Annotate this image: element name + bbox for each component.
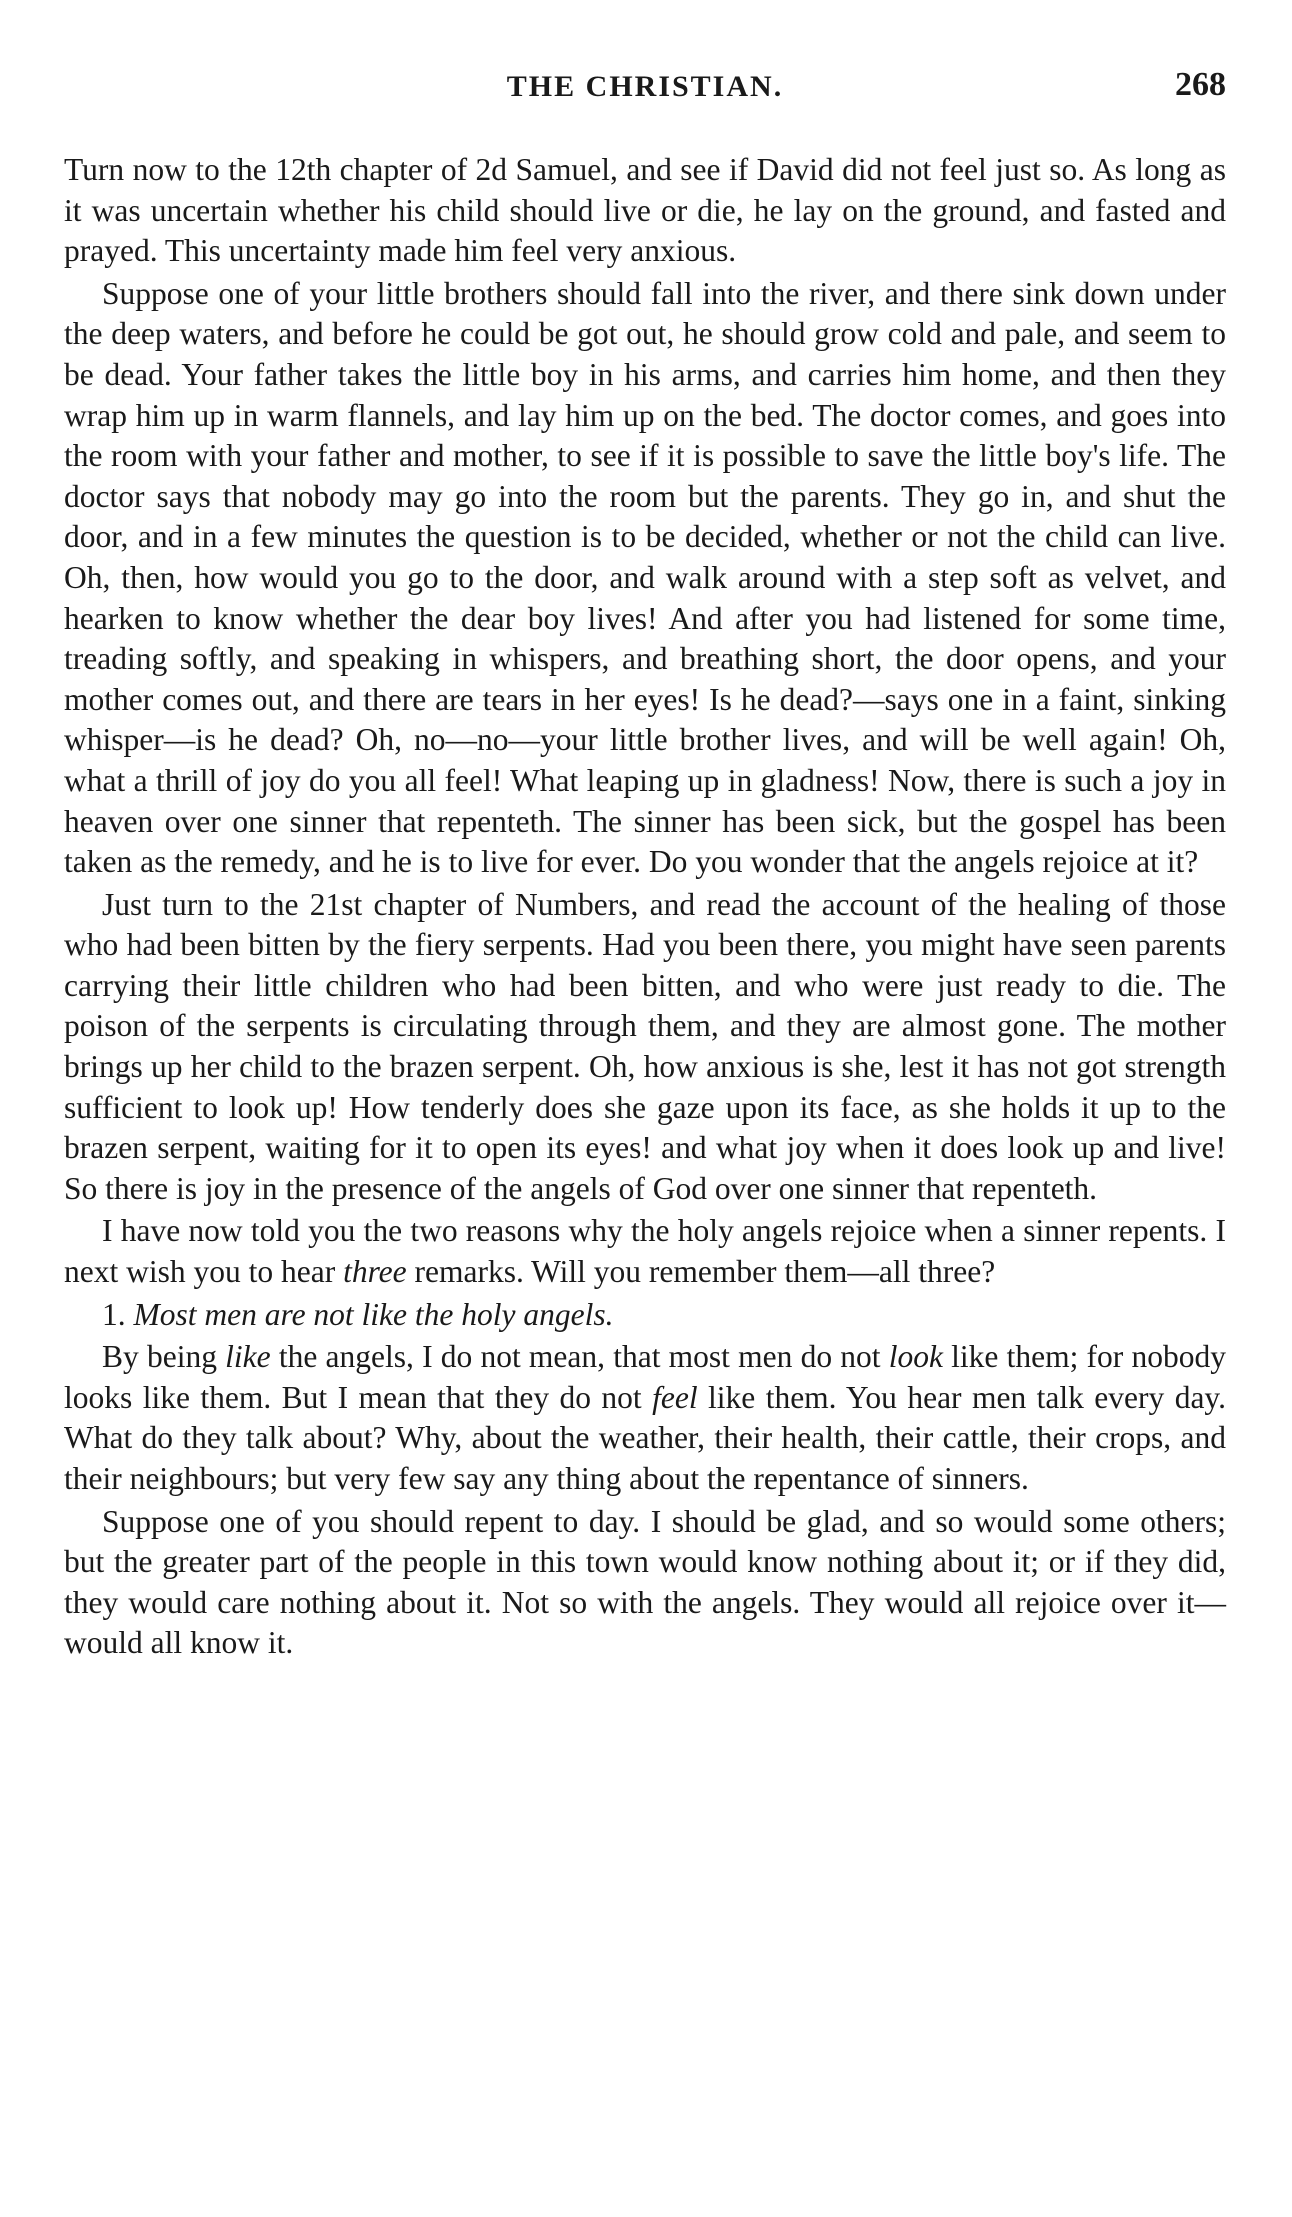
text-run: 1. [102, 1296, 134, 1332]
italic-text: feel [652, 1379, 698, 1415]
text-run: Suppose one of you should repent to day. I should be glad, and so would some others; but the greater part of the people in this town would know nothing about it; or if they did, they would care nothing about it. Not so with the angels. They would all rejoice over it—would all know it. [64, 1503, 1226, 1661]
paragraph [64, 1295, 1226, 1336]
text-run: the angels, I do not mean, that most men do not [270, 1339, 889, 1375]
paragraph [64, 1502, 1226, 1664]
text-run: By being [102, 1339, 226, 1375]
paragraph [64, 1337, 1226, 1499]
page-number: 268 [1175, 66, 1226, 103]
text-run: like them. You hear men talk every day. What do they talk about? Why, about the weather, their health, their cattle, their crops, and their neighbours; but very few say any thing about the repentance of sinners. [64, 1379, 1227, 1496]
running-head [64, 66, 1226, 122]
italic-text: look [888, 1339, 943, 1375]
paragraph [64, 1211, 1226, 1292]
paragraph [64, 274, 1226, 883]
running-title: THE CHRISTIAN. [506, 70, 784, 103]
text-run: Suppose one of your little brothers should fall into the river, and there sink down under the deep waters, and before he could be got out, he should grow cold and pale, and seem to be dead. Your father takes the little boy in his arms, and carries him home, and then they wrap him up in warm flannels, and lay him up on the bed. The doctor comes, and goes into the room with your father and mother, to see if it is possible to save the little boy's life. The doctor says that nobody may go into the room but the parents. They go in, and shut the door, and in a few minutes the question is to be decided, whether or not the child can live. Oh, then, how would you go to the door, and walk around with a step soft as velvet, and hearken to know whether the dear boy lives! And after you had listened for some time, treading softly, and speaking in whispers, and breathing short, the door opens, and your mother comes out, and there are tears in her eyes! Is he dead?—says one in a faint, sinking whisper—is he dead? Oh, no—no—your little brother lives, and will be well again! Oh, what a thrill of joy do you all feel! What leaping up in gladness! Now, there is such a joy in heaven over one sinner that repenteth. The sinner has been sick, but the gospel has been taken as the remedy, and he is to live for ever. Do you wonder that the angels rejoice at it? [64, 275, 1226, 880]
paragraph [64, 885, 1226, 1210]
italic-text: Most men are not like the holy angels. [133, 1296, 614, 1332]
body-text [64, 150, 1226, 1666]
paragraph [64, 150, 1226, 272]
text-run: Turn now to the 12th chapter of 2d Samuel, and see if David did not feel just so. As long as it was uncertain whether his child should live or die, he lay on the ground, and fasted and prayed. This uncertainty made him feel very anxious. [64, 152, 1226, 269]
text-run: I have now told you the two reasons why the holy angels rejoice when a sinner repents. I next wish you to hear [64, 1213, 1226, 1290]
text-run: remarks. Will you remember them—all three? [406, 1254, 996, 1290]
text-run: Just turn to the 21st chapter of Numbers, and read the account of the healing of those who had been bitten by the fiery serpents. Had you been there, you might have seen parents carrying their little children who had been bitten, and who were just ready to die. The poison of the serpents is circulating through them, and they are almost gone. The mother brings up her child to the brazen serpent. Oh, how anxious is she, lest it has not got strength sufficient to look up! How tenderly does she gaze upon its face, as she holds it up to the brazen serpent, waiting for it to open its eyes! and what joy when it does look up and live! So there is joy in the presence of the angels of God over one sinner that repenteth. [64, 886, 1226, 1206]
italic-text: like [225, 1339, 271, 1375]
text-run: like them; for nobody looks like them. But I mean that they do not [64, 1339, 1226, 1415]
italic-text: three [343, 1254, 407, 1290]
